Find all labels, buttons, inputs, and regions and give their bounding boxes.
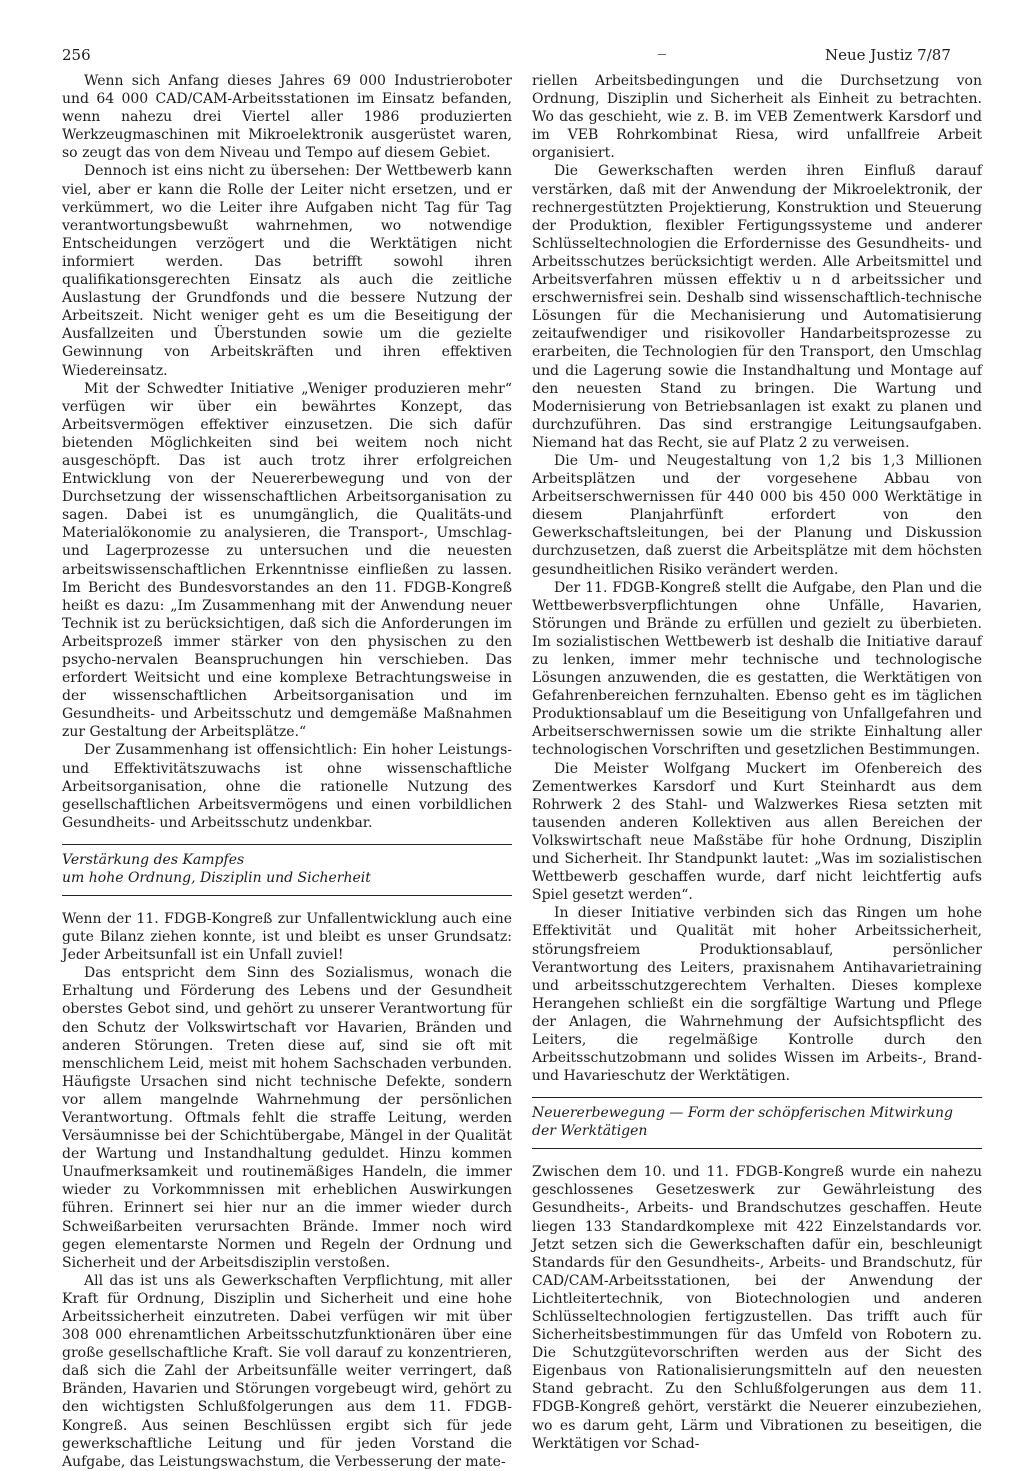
paragraph: Der Zusammenhang ist offensichtlich: Ein hoher Leistungs- und Effektivitätszuwachs ist ohne wissenschaftliche Arbeitsorganisation, ohne die rationelle Nutzung des gesellschaftlichen Arbeitsvermögens und einen vorbildlichen Gesundheits- und Arbeitsschutz undenkbar. [62, 742, 512, 831]
paragraph: Wenn der 11. FDGB-Kongreß zur Unfallentwicklung auch eine gute Bilanz ziehen konnte, ist und bleibt es unser Grundsatz: Jeder Arbeitsunfall ist ein Unfall zuviel! [62, 910, 512, 964]
paragraph: Der 11. FDGB-Kongreß stellt die Aufgabe, den Plan und die Wettbewerbsverpflichtungen ohne Unfälle, Havarien, Störungen und Brände zu erfüllen und gezielt zu überbieten. Im sozialistischen Wettbewerb ist deshalb die Initiative darauf zu lenken, immer mehr technische und technologische Lösungen anzuwenden, die es gestatten, die Werktätigen von Gefahrenbereichen fernzuhalten. Ebenso geht es im täglichen Produktionsablauf um die Beseitigung von Unfallgefahren und Arbeitserschwernissen sowie um die strikte Einhaltung aller technologischen Vorschriften und gesetzlichen Bestimmungen. [532, 579, 982, 759]
section-heading [532, 1097, 982, 1149]
right-column [532, 72, 982, 1453]
left-column [62, 72, 512, 1471]
paragraph: Die Um- und Neugestaltung von 1,2 bis 1,3 Millionen Arbeitsplätzen und der vorgesehene Abbau von Arbeitserschwernissen für 440 000 bis 450 000 Werktätige in diesem Planjahrfünft erfordert von den Gewerkschaftsleitungen, bei der Planung und Diskussion durchzusetzen, daß zuerst die Arbeitsplätze mit dem höchsten gesundheitlichen Risiko verändert werden. [532, 452, 982, 578]
page-header [0, 44, 1024, 68]
paragraph: Das entspricht dem Sinn des Sozialismus, wonach die Erhaltung und Förderung des Lebens und der Gesundheit oberstes Gebot sind, und gehört zu unserer Verantwortung für den Schutz der Volkswirtschaft vor Havarien, Bränden und anderen Störungen. Treten diese auf, sind sie oft mit menschlichem Leid, meist mit hohem Sachschaden verbunden. Häufigste Ursachen sind nicht technische Defekte, sondern vor allem mangelnde Wahrnehmung der persönlichen Verantwortung. Oftmals fehlt die straffe Leitung, werden Versäumnisse bei der Schichtübergabe, Mängel in der Qualität der Wartung und Instandhaltung geduldet. Hinzu kommen Unaufmerksamkeit und routinemäßiges Handeln, die immer wieder zu Vorkommnissen mit erheblichen Auswirkungen führen. Erinnert sei hier nur an die immer wieder durch Schweißarbeiten verursachten Brände. Immer noch wird gegen elementarste Normen und Regeln der Ordnung und Sicherheit und der Arbeitsdisziplin verstoßen. [62, 965, 512, 1271]
journal-reference: Neue Justiz 7/87 [825, 46, 951, 64]
section-heading-line: Neuererbewegung — Form der schöpferischen Mitwirkung [532, 1105, 953, 1122]
section-heading-line: Verstärkung des Kampfes [62, 851, 245, 868]
paragraph: Mit der Schwedter Initiative „Weniger produzieren mehr“ verfügen wir über ein bewährtes Konzept, das Arbeitsvermögen effektiver einzusetzen. Die sich dafür bietenden Möglichkeiten sind bei weitem noch nicht ausgeschöpft. Das ist auch trotz ihrer erfolgreichen Entwicklung von der Neuererbewegung und von der Durchsetzung der wissenschaftlichen Arbeitsorganisation zu sagen. Dabei ist es unumgänglich, die Qualitäts-und Materialökonomie zu analysieren, die Transport-, Umschlag- und Lagerprozesse zu untersuchen und die neuesten arbeitswissenschaftlichen Erkenntnisse einfließen zu lassen. Im Bericht des Bundesvorstandes an den 11. FDGB-Kongreß heißt es dazu: „Im Zusammenhang mit der Anwendung neuer Technik ist zu berücksichtigen, daß sich die Anforderungen im Arbeitsprozeß immer stärker von den physischen zu den psycho-nervalen Beanspruchungen hin verschieben. Das erfordert Weitsicht und eine komplexe Betrachtungsweise in der wissenschaftlichen Arbeitsorganisation und im Gesundheits- und Arbeitsschutz und demgemäße Maßnahmen zur Gestaltung der Arbeitsplätze.“ [62, 380, 512, 741]
paragraph: Wenn sich Anfang dieses Jahres 69 000 Industrieroboter und 64 000 CAD/CAM-Arbeitsstationen im Einsatz befanden, wenn nahezu drei Viertel aller 1986 produzierten Werkzeugmaschinen mit Mikroelektronik ausgerüstet waren, so zeugt das von dem Niveau und Tempo auf diesem Gebiet. [62, 73, 512, 162]
section-heading-line: um hohe Ordnung, Disziplin und Sicherheit [62, 869, 371, 886]
paragraph: In dieser Initiative verbinden sich das Ringen um hohe Effektivität und Qualität mit hoher Arbeitssicherheit, störungsfreiem Produktionsablauf, persönlicher Verantwortung des Leiters, praxisnahem Antihavarietraining und arbeitsschutzgerechtem Verhalten. Dieses komplexe Herangehen schließt ein die sorgfältige Wartung und Pflege der Anlagen, die Wahrnehmung der Aufsichtspflicht des Leiters, die regelmäßige Kontrolle durch den Arbeitsschutzobmann und solides Wissen im Arbeits-, Brand- und Havarieschutz der Werktätigen. [532, 905, 982, 1085]
header-dash [658, 54, 666, 55]
paragraph: riellen Arbeitsbedingungen und die Durchsetzung von Ordnung, Disziplin und Sicherheit als Einheit zu betrachten. Wo das geschieht, wie z. B. im VEB Zementwerk Karsdorf und im VEB Rohrkombinat Riesa, wird unfallfreie Arbeit organisiert. [532, 73, 982, 162]
paragraph: Die Meister Wolfgang Muckert im Ofenbereich des Zementwerkes Karsdorf und Kurt Steinhardt aus dem Rohrwerk 2 des Stahl- und Walzwerkes Riesa setzten mit tausenden anderen Kollektiven aus allen Bereichen der Volkswirtschaft neue Maßstäbe für hohe Ordnung, Disziplin und Sicherheit. Ihr Standpunkt lautet: „Was im sozialistischen Wettbewerb geschaffen wurde, darf nicht leichtfertig aufs Spiel gesetzt werden“. [532, 760, 982, 904]
section-heading-line: der Werktätigen [532, 1123, 648, 1140]
paragraph: Dennoch ist eins nicht zu übersehen: Der Wettbewerb kann viel, aber er kann die Rolle der Leiter nicht ersetzen, und er verkümmert, wo die Leiter ihre Aufgaben nicht Tag für Tag verantwortungsbewußt wahrnehmen, wo notwendige Entscheidungen verzögert und die Werktätigen nicht informiert werden. Das betrifft sowohl ihren qualifikationsgerechten Einsatz als auch die zeitliche Auslastung der Grundfonds und die bessere Nutzung der Arbeitszeit. Nicht weniger geht es um die Beseitigung der Ausfallzeiten und Überstunden sowie um die gezielte Gewinnung von Arbeitskräften und ihren effektiven Wiedereinsatz. [62, 163, 512, 379]
page-number: 256 [62, 46, 91, 64]
paragraph: Die Gewerkschaften werden ihren Einfluß darauf verstärken, daß mit der Anwendung der Mikroelektronik, der rechnergestützten Projektierung, Konstruktion und Steuerung der Produktion, flexibler Fertigungssysteme und anderer Schlüsseltechnologien die Erfordernisse des Gesundheits- und Arbeitsschutzes berücksichtigt werden. Alle Arbeitsmittel und Arbeitsverfahren müssen effektiv u n d arbeitssicher und erschwernisfrei sein. Deshalb sind wissenschaftlich-technische Lösungen für die Mechanisierung und Automatisierung zeitaufwendiger und risikovoller Handarbeitsprozesse zu erarbeiten, die Technologien für den Transport, den Umschlag und die Lagerung sowie die Instandhaltung und Montage auf den neuesten Stand zu bringen. Die Wartung und Modernisierung von Betriebsanlagen ist exakt zu planen und durchzuführen. Das sind erstrangige Leitungsaufgaben. Niemand hat das Recht, sie auf Platz 2 zu verweisen. [532, 163, 982, 451]
paragraph: Zwischen dem 10. und 11. FDGB-Kongreß wurde ein nahezu geschlossenes Gesetzeswerk zur Gewährleistung des Gesundheits-, Arbeits- und Brandschutzes geschaffen. Heute liegen 133 Standardkomplexe mit 422 Einzelstandards vor. Jetzt setzen sich die Gewerkschaften dafür ein, beschleunigt Standards für den Gesundheits-, Arbeits- und Brandschutz, für CAD/CAM-Arbeitsstationen, bei der Anwendung der Lichtleitertechnik, von Biotechnologien und anderen Schlüsseltechnologien fertigzustellen. Das trifft auch für Sicherheitsbestimmungen für das Umfeld von Robotern zu. Die Schutzgütevorschriften werden aus der Sicht des Eigenbaus von Rationalisierungsmitteln auf den neuesten Stand gebracht. Zu den Schlußfolgerungen aus dem 11. FDGB-Kongreß gehört, verstärkt die Neuerer einzubeziehen, wo es darum geht, Lärm und Vibrationen zu beseitigen, die Werktätigen vor Schad- [532, 1164, 982, 1452]
section-heading [62, 844, 512, 896]
paragraph: All das ist uns als Gewerkschaften Verpflichtung, mit aller Kraft für Ordnung, Disziplin und Sicherheit und eine hohe Arbeitssicherheit einzutreten. Dabei verfügen wir mit über 308 000 ehrenamtlichen Arbeitsschutzfunktionären über eine große gesellschaftliche Kraft. Sie voll darauf zu konzentrieren, daß sich die Zahl der Arbeitsunfälle weiter verringert, daß Bränden, Havarien und Störungen vorgebeugt wird, gehört zu den wichtigsten Schlußfolgerungen aus dem 11. FDGB-Kongreß. Aus seinen Beschlüssen ergibt sich für jede gewerkschaftliche Leitung und für jeden Vorstand die Aufgabe, das Leistungswachstum, die Verbesserung der mate- [62, 1272, 512, 1470]
